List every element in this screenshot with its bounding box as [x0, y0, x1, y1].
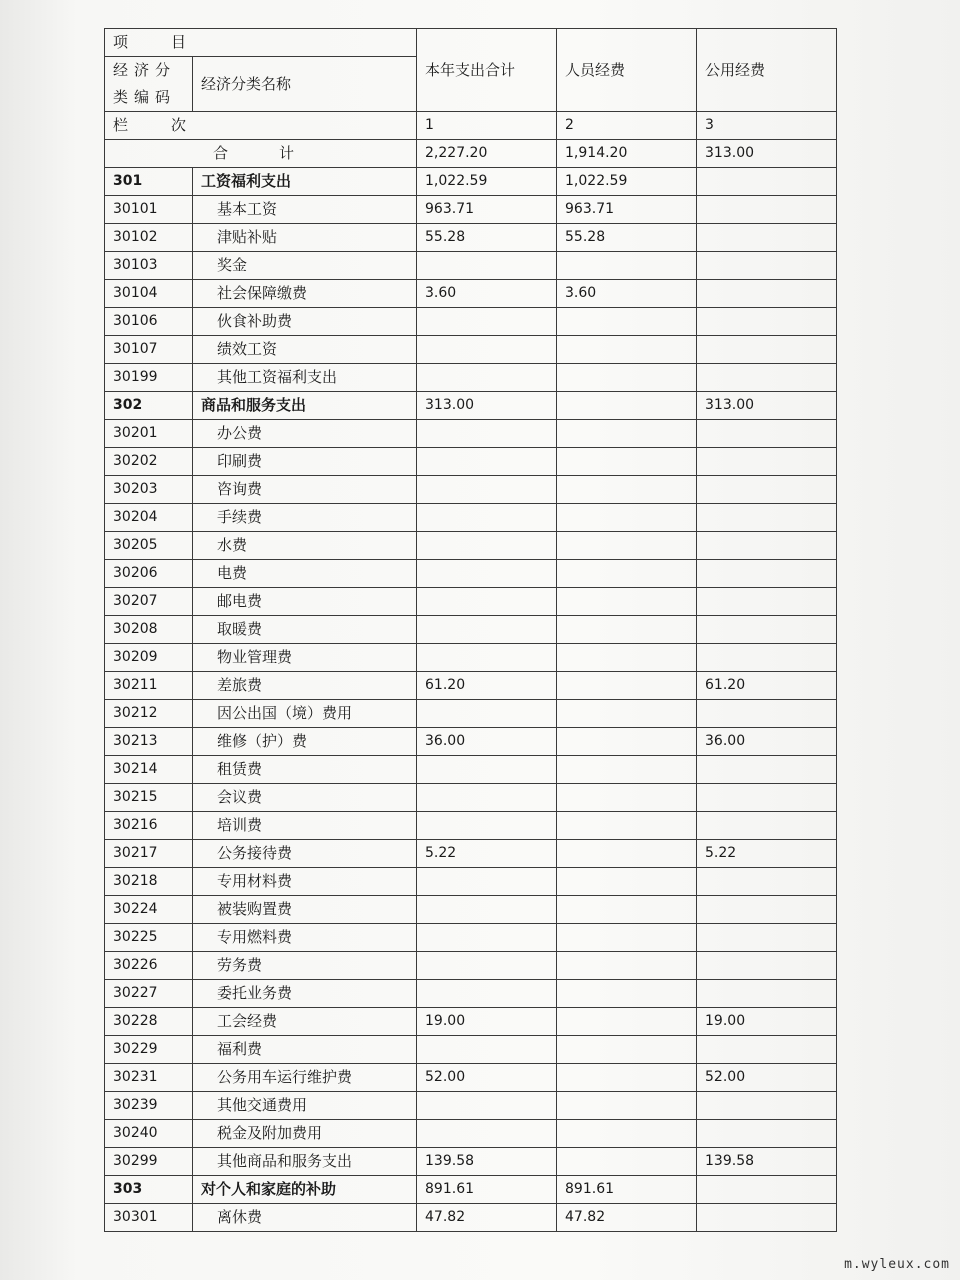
- table-row: [105, 420, 837, 448]
- row-code: 30213: [105, 728, 193, 756]
- table-row: [105, 504, 837, 532]
- table-row: [105, 812, 837, 840]
- table-row: [105, 1176, 837, 1204]
- header-row-item: [105, 29, 837, 57]
- row-name: 维修（护）费: [193, 728, 417, 756]
- row-total: 3.60: [417, 280, 557, 308]
- table-row: [105, 728, 837, 756]
- row-code: 30209: [105, 644, 193, 672]
- row-personnel: [557, 924, 697, 952]
- row-total: [417, 476, 557, 504]
- row-name: 伙食补助费: [193, 308, 417, 336]
- row-code: 30204: [105, 504, 193, 532]
- row-personnel: [557, 364, 697, 392]
- row-personnel: [557, 504, 697, 532]
- table-row: [105, 448, 837, 476]
- econ-code-header: 经济分类编码: [105, 57, 193, 112]
- row-code: 30225: [105, 924, 193, 952]
- row-personnel: [557, 448, 697, 476]
- row-code: 30208: [105, 616, 193, 644]
- row-code: 30107: [105, 336, 193, 364]
- row-public: [697, 504, 837, 532]
- row-public: [697, 1204, 837, 1232]
- row-name: 商品和服务支出: [193, 392, 417, 420]
- row-public: [697, 756, 837, 784]
- table-row: [105, 980, 837, 1008]
- col-public-header: 公用经费: [697, 29, 837, 112]
- row-total: [417, 896, 557, 924]
- row-total: 139.58: [417, 1148, 557, 1176]
- row-name: 公务接待费: [193, 840, 417, 868]
- row-code: 30199: [105, 364, 193, 392]
- row-personnel: [557, 392, 697, 420]
- row-code: 30101: [105, 196, 193, 224]
- row-personnel: [557, 532, 697, 560]
- row-personnel: [557, 1120, 697, 1148]
- row-code: 30228: [105, 1008, 193, 1036]
- row-personnel: [557, 728, 697, 756]
- table-row: [105, 952, 837, 980]
- row-public: [697, 616, 837, 644]
- total-personnel: 1,914.20: [557, 140, 697, 168]
- row-total: [417, 308, 557, 336]
- table-row: [105, 700, 837, 728]
- row-total: [417, 616, 557, 644]
- row-public: [697, 168, 837, 196]
- row-total: [417, 560, 557, 588]
- row-public: [697, 644, 837, 672]
- row-total: 963.71: [417, 196, 557, 224]
- row-public: [697, 448, 837, 476]
- row-name: 培训费: [193, 812, 417, 840]
- row-code: 303: [105, 1176, 193, 1204]
- row-code: 30205: [105, 532, 193, 560]
- table-row: [105, 644, 837, 672]
- row-code: 30201: [105, 420, 193, 448]
- row-public: [697, 784, 837, 812]
- table-row: [105, 560, 837, 588]
- row-public: [697, 420, 837, 448]
- column-index-row: [105, 112, 837, 140]
- table-row: [105, 588, 837, 616]
- row-public: [697, 364, 837, 392]
- row-public: [697, 952, 837, 980]
- row-code: 30226: [105, 952, 193, 980]
- row-personnel: [557, 420, 697, 448]
- table-row: [105, 784, 837, 812]
- row-personnel: 47.82: [557, 1204, 697, 1232]
- row-personnel: [557, 952, 697, 980]
- row-total: [417, 700, 557, 728]
- row-index-label: 栏 次: [105, 112, 417, 140]
- watermark: m.wyleux.com: [844, 1257, 950, 1272]
- row-code: 30224: [105, 896, 193, 924]
- row-personnel: [557, 840, 697, 868]
- row-code: 30215: [105, 784, 193, 812]
- row-name: 邮电费: [193, 588, 417, 616]
- row-code: 30239: [105, 1092, 193, 1120]
- row-public: [697, 196, 837, 224]
- row-personnel: 963.71: [557, 196, 697, 224]
- row-total: [417, 980, 557, 1008]
- row-total: [417, 924, 557, 952]
- table-row: [105, 756, 837, 784]
- row-name: 津贴补贴: [193, 224, 417, 252]
- row-public: [697, 252, 837, 280]
- item-header: 项 目: [105, 29, 417, 57]
- row-code: 30301: [105, 1204, 193, 1232]
- table-row: [105, 840, 837, 868]
- row-personnel: [557, 1008, 697, 1036]
- col-personnel-header: 人员经费: [557, 29, 697, 112]
- row-personnel: [557, 1092, 697, 1120]
- row-name: 委托业务费: [193, 980, 417, 1008]
- row-name: 绩效工资: [193, 336, 417, 364]
- row-code: 30214: [105, 756, 193, 784]
- row-total: 5.22: [417, 840, 557, 868]
- row-name: 基本工资: [193, 196, 417, 224]
- row-total: 61.20: [417, 672, 557, 700]
- row-public: [697, 560, 837, 588]
- row-personnel: [557, 308, 697, 336]
- row-total: [417, 336, 557, 364]
- table-row: [105, 896, 837, 924]
- row-name: 电费: [193, 560, 417, 588]
- table-row: [105, 364, 837, 392]
- row-total: [417, 952, 557, 980]
- table-row: [105, 392, 837, 420]
- row-code: 30102: [105, 224, 193, 252]
- row-name: 工资福利支出: [193, 168, 417, 196]
- row-public: [697, 1036, 837, 1064]
- row-code: 30240: [105, 1120, 193, 1148]
- row-public: [697, 896, 837, 924]
- row-code: 30216: [105, 812, 193, 840]
- row-public: [697, 1120, 837, 1148]
- row-code: 30206: [105, 560, 193, 588]
- col-index-3: 3: [697, 112, 837, 140]
- row-personnel: [557, 560, 697, 588]
- row-personnel: 55.28: [557, 224, 697, 252]
- row-name: 被装购置费: [193, 896, 417, 924]
- row-code: 30106: [105, 308, 193, 336]
- row-name: 其他交通费用: [193, 1092, 417, 1120]
- row-code: 30207: [105, 588, 193, 616]
- row-total: [417, 532, 557, 560]
- row-personnel: [557, 476, 697, 504]
- row-code: 30103: [105, 252, 193, 280]
- row-name: 取暖费: [193, 616, 417, 644]
- row-public: [697, 868, 837, 896]
- row-name: 福利费: [193, 1036, 417, 1064]
- row-personnel: [557, 700, 697, 728]
- row-personnel: [557, 896, 697, 924]
- row-personnel: [557, 672, 697, 700]
- table-row: [105, 532, 837, 560]
- row-name: 工会经费: [193, 1008, 417, 1036]
- row-total: 313.00: [417, 392, 557, 420]
- row-code: 30217: [105, 840, 193, 868]
- row-name: 税金及附加费用: [193, 1120, 417, 1148]
- table-row: [105, 868, 837, 896]
- table-row: [105, 168, 837, 196]
- row-name: 会议费: [193, 784, 417, 812]
- row-personnel: [557, 756, 697, 784]
- row-public: 61.20: [697, 672, 837, 700]
- row-public: [697, 924, 837, 952]
- row-public: [697, 308, 837, 336]
- row-name: 社会保障缴费: [193, 280, 417, 308]
- row-name: 水费: [193, 532, 417, 560]
- row-public: 36.00: [697, 728, 837, 756]
- econ-name-header: 经济分类名称: [193, 57, 417, 112]
- row-name: 对个人和家庭的补助: [193, 1176, 417, 1204]
- row-personnel: [557, 588, 697, 616]
- row-personnel: [557, 1064, 697, 1092]
- table-row: [105, 1036, 837, 1064]
- row-public: [697, 980, 837, 1008]
- row-total: 19.00: [417, 1008, 557, 1036]
- row-total: 36.00: [417, 728, 557, 756]
- row-personnel: [557, 868, 697, 896]
- row-total: 55.28: [417, 224, 557, 252]
- row-total: 47.82: [417, 1204, 557, 1232]
- row-public: [697, 280, 837, 308]
- row-personnel: [557, 252, 697, 280]
- row-name: 印刷费: [193, 448, 417, 476]
- table-row: [105, 336, 837, 364]
- row-total: [417, 1120, 557, 1148]
- row-code: 30229: [105, 1036, 193, 1064]
- row-total: [417, 812, 557, 840]
- row-personnel: [557, 812, 697, 840]
- row-total: 891.61: [417, 1176, 557, 1204]
- table-row: [105, 1092, 837, 1120]
- col-total-header: 本年支出合计: [417, 29, 557, 112]
- table-row: [105, 224, 837, 252]
- table-row: [105, 196, 837, 224]
- row-personnel: 1,022.59: [557, 168, 697, 196]
- total-label: 合 计: [105, 140, 417, 168]
- col-index-2: 2: [557, 112, 697, 140]
- table-row: [105, 616, 837, 644]
- table-row: [105, 252, 837, 280]
- row-code: 30299: [105, 1148, 193, 1176]
- table-row: [105, 1064, 837, 1092]
- row-public: [697, 224, 837, 252]
- row-name: 奖金: [193, 252, 417, 280]
- row-code: 30227: [105, 980, 193, 1008]
- row-personnel: [557, 616, 697, 644]
- row-code: 30218: [105, 868, 193, 896]
- row-name: 租赁费: [193, 756, 417, 784]
- row-code: 30104: [105, 280, 193, 308]
- row-public: [697, 336, 837, 364]
- row-personnel: [557, 784, 697, 812]
- table-row: [105, 280, 837, 308]
- row-total: [417, 1036, 557, 1064]
- table-row: [105, 476, 837, 504]
- col-index-1: 1: [417, 112, 557, 140]
- row-total: [417, 364, 557, 392]
- row-name: 差旅费: [193, 672, 417, 700]
- row-total: [417, 784, 557, 812]
- table-row: [105, 672, 837, 700]
- row-personnel: [557, 644, 697, 672]
- row-name: 手续费: [193, 504, 417, 532]
- row-name: 劳务费: [193, 952, 417, 980]
- table-row: [105, 924, 837, 952]
- row-public: 139.58: [697, 1148, 837, 1176]
- row-public: [697, 1176, 837, 1204]
- table-row: [105, 1120, 837, 1148]
- row-code: 30231: [105, 1064, 193, 1092]
- row-public: [697, 812, 837, 840]
- row-total: [417, 420, 557, 448]
- expenditure-table: [104, 28, 837, 1232]
- row-total: [417, 588, 557, 616]
- row-public: 5.22: [697, 840, 837, 868]
- row-total: [417, 448, 557, 476]
- table-row: [105, 1008, 837, 1036]
- row-code: 30212: [105, 700, 193, 728]
- row-public: 19.00: [697, 1008, 837, 1036]
- row-personnel: [557, 1148, 697, 1176]
- row-total: 52.00: [417, 1064, 557, 1092]
- row-personnel: 891.61: [557, 1176, 697, 1204]
- table-row: [105, 308, 837, 336]
- row-total: [417, 1092, 557, 1120]
- row-total: [417, 868, 557, 896]
- row-code: 30211: [105, 672, 193, 700]
- table-row: [105, 1204, 837, 1232]
- row-public: [697, 700, 837, 728]
- row-name: 公务用车运行维护费: [193, 1064, 417, 1092]
- row-total: [417, 756, 557, 784]
- row-code: 30202: [105, 448, 193, 476]
- row-code: 30203: [105, 476, 193, 504]
- table-row: [105, 1148, 837, 1176]
- row-public: [697, 1092, 837, 1120]
- row-name: 其他商品和服务支出: [193, 1148, 417, 1176]
- row-personnel: [557, 336, 697, 364]
- row-public: [697, 532, 837, 560]
- row-name: 其他工资福利支出: [193, 364, 417, 392]
- row-total: 1,022.59: [417, 168, 557, 196]
- row-public: [697, 476, 837, 504]
- row-public: 52.00: [697, 1064, 837, 1092]
- row-total: [417, 252, 557, 280]
- total-public: 313.00: [697, 140, 837, 168]
- row-code: 301: [105, 168, 193, 196]
- total-amount: 2,227.20: [417, 140, 557, 168]
- row-name: 因公出国（境）费用: [193, 700, 417, 728]
- row-code: 302: [105, 392, 193, 420]
- row-name: 咨询费: [193, 476, 417, 504]
- row-total: [417, 504, 557, 532]
- row-name: 专用材料费: [193, 868, 417, 896]
- row-name: 离休费: [193, 1204, 417, 1232]
- total-row: [105, 140, 837, 168]
- row-name: 专用燃料费: [193, 924, 417, 952]
- row-name: 物业管理费: [193, 644, 417, 672]
- row-total: [417, 644, 557, 672]
- row-public: 313.00: [697, 392, 837, 420]
- row-name: 办公费: [193, 420, 417, 448]
- row-personnel: [557, 980, 697, 1008]
- row-personnel: 3.60: [557, 280, 697, 308]
- row-personnel: [557, 1036, 697, 1064]
- row-public: [697, 588, 837, 616]
